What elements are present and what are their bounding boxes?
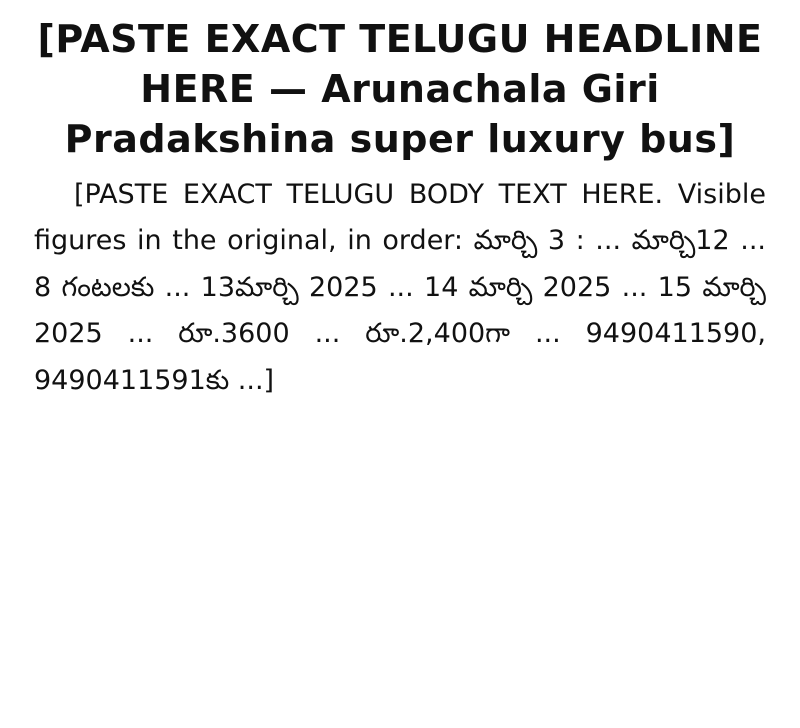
article-body: [PASTE EXACT TELUGU BODY TEXT HERE. Visible figures in the original, in order: మార్చి 3 : ... మార్చి12 ... 8 గంటలకు ... 13మార్చి 2025 ... 14 మార్చి 2025 ... 15 మార్చి 2025 ... రూ.3600 ... రూ.2,400గా ... 9490411590, 9490411591కు ...] bbox=[34, 179, 766, 396]
headline: [PASTE EXACT TELUGU HEADLINE HERE — Arunachala Giri Pradakshina super luxury bus] bbox=[37, 17, 763, 161]
